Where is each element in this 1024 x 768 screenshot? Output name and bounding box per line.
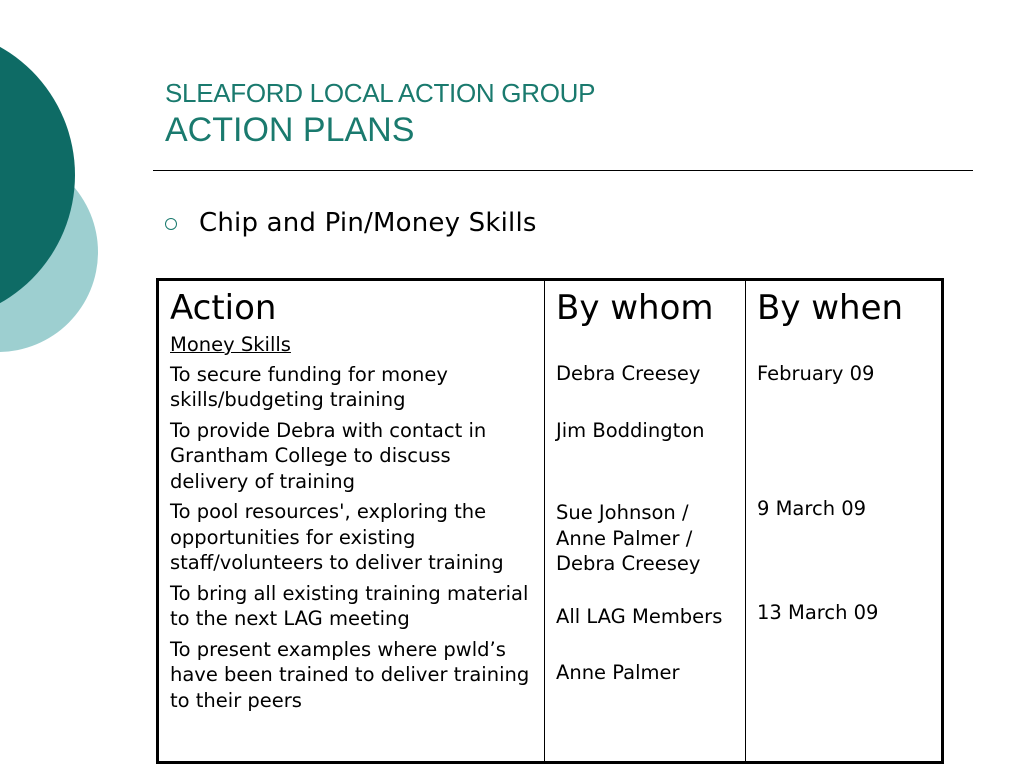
slide-title: [165, 78, 595, 150]
column-header-action: Action: [170, 288, 277, 328]
action-item: To present examples where pwld’s have been trained to deliver training to their peers: [170, 637, 530, 712]
title-line-plans: ACTION PLANS: [165, 111, 415, 149]
title-line-group: SLEAFORD LOCAL ACTION GROUP: [165, 78, 596, 108]
title-divider: [153, 170, 973, 171]
bullet-item: [165, 206, 537, 240]
action-item: To bring all existing training material to the next LAG meeting: [170, 581, 529, 630]
action-item: To pool resources', exploring the opportunities for existing staff/volunteers to deliver training: [170, 500, 504, 574]
action-column: [158, 280, 545, 763]
by-whom-item: Anne Palmer: [556, 661, 680, 684]
by-when-item: 13 March 09: [757, 601, 879, 624]
table-row: [158, 280, 943, 763]
column-header-by-when: By when: [757, 288, 904, 328]
by-when-item: 9 March 09: [757, 497, 867, 520]
action-item: To provide Debra with contact in Grantham College to discuss delivery of training: [170, 418, 487, 493]
by-whom-item: All LAG Members: [556, 605, 723, 628]
decorative-circles: [0, 0, 110, 420]
by-when-column: [746, 280, 943, 763]
hollow-circle-bullet-icon: [165, 218, 177, 230]
by-whom-item: Jim Boddington: [556, 419, 705, 442]
by-whom-column: [545, 280, 746, 763]
bullet-text: Chip and Pin/Money Skills: [199, 208, 537, 238]
by-when-item: February 09: [757, 362, 875, 385]
section-label: Money Skills: [170, 333, 291, 356]
action-plan-table: [156, 278, 944, 764]
action-item: To secure funding for money skills/budgeting training: [170, 362, 448, 411]
by-whom-item: Sue Johnson / Anne Palmer / Debra Creesey: [556, 501, 701, 575]
by-whom-item: Debra Creesey: [556, 362, 701, 385]
column-header-by-whom: By whom: [556, 288, 714, 328]
